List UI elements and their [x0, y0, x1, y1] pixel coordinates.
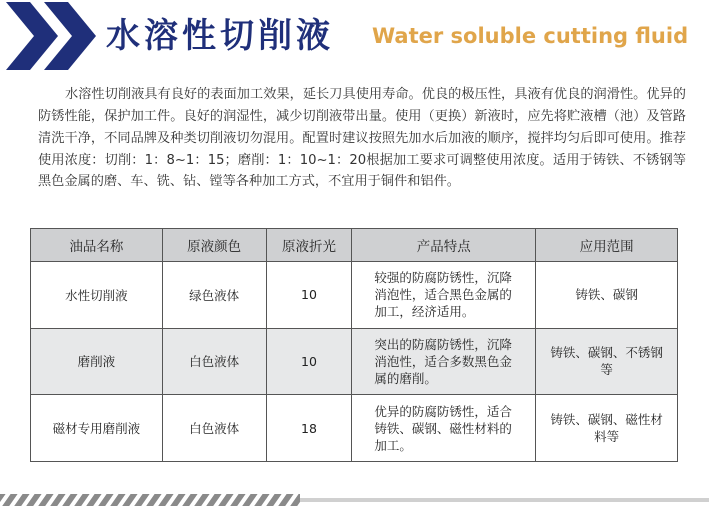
page-header [0, 0, 709, 72]
page-title: 水溶性切削液 [106, 16, 334, 56]
cell-features: 突出的防腐防锈性，沉降消泡性，适合多数黑色金属的磨削。 [352, 328, 536, 395]
header-applications: 应用范围 [536, 229, 678, 262]
cell-applications: 铸铁、碳钢、磁性材料等 [536, 395, 678, 462]
diagonal-stripe-band [0, 492, 709, 508]
cell-applications: 铸铁、碳钢 [536, 262, 678, 329]
table-row [31, 328, 678, 395]
header-refraction: 原液折光 [266, 229, 352, 262]
product-spec-table [30, 228, 678, 462]
cell-product-name: 磁材专用磨削液 [31, 395, 163, 462]
cell-features: 优异的防腐防锈性，适合铸铁、碳钢、磁性材料的加工。 [352, 395, 536, 462]
header-product-name: 油品名称 [31, 229, 163, 262]
cell-applications: 铸铁、碳钢、不锈钢等 [536, 328, 678, 395]
intro-paragraph: 水溶性切削液具有良好的表面加工效果，延长刀具使用寿命。优良的极压性，具液有优良的润滑性。优异的防锈性能，保护加工件。良好的润湿性，减少切削液带出量。使用（更换）新液时，应先将贮液槽（池）及管路清洗干净，不同品牌及种类切削液切勿混用。配置时建议按照先加水后加液的顺序，搅拌均匀后即可使用。推荐使用浓度：切削：1：8~1：15；磨削：1：10~1：20根据加工要求可调整使用浓度。适用于铸铁、不锈钢等黑色金属的磨、车、铣、钻、镗等各种加工方式，不宜用于铜件和铝件。 [38, 87, 686, 190]
header-liquid-color: 原液颜色 [162, 229, 266, 262]
table-header-row [31, 229, 678, 262]
cell-liquid-color: 白色液体 [162, 395, 266, 462]
cell-refraction: 10 [266, 328, 352, 395]
cell-liquid-color: 绿色液体 [162, 262, 266, 329]
page-subtitle-en: Water soluble cutting fluid [372, 24, 689, 48]
table-row [31, 262, 678, 329]
double-chevron-right-icon [0, 0, 120, 72]
cell-liquid-color: 白色液体 [162, 328, 266, 395]
header-features: 产品特点 [352, 229, 536, 262]
cell-features: 较强的防腐防锈性，沉降消泡性，适合黑色金属的加工，经济适用。 [352, 262, 536, 329]
cell-product-name: 磨削液 [31, 328, 163, 395]
cell-refraction: 18 [266, 395, 352, 462]
cell-refraction: 10 [266, 262, 352, 329]
cell-product-name: 水性切削液 [31, 262, 163, 329]
table-row [31, 395, 678, 462]
